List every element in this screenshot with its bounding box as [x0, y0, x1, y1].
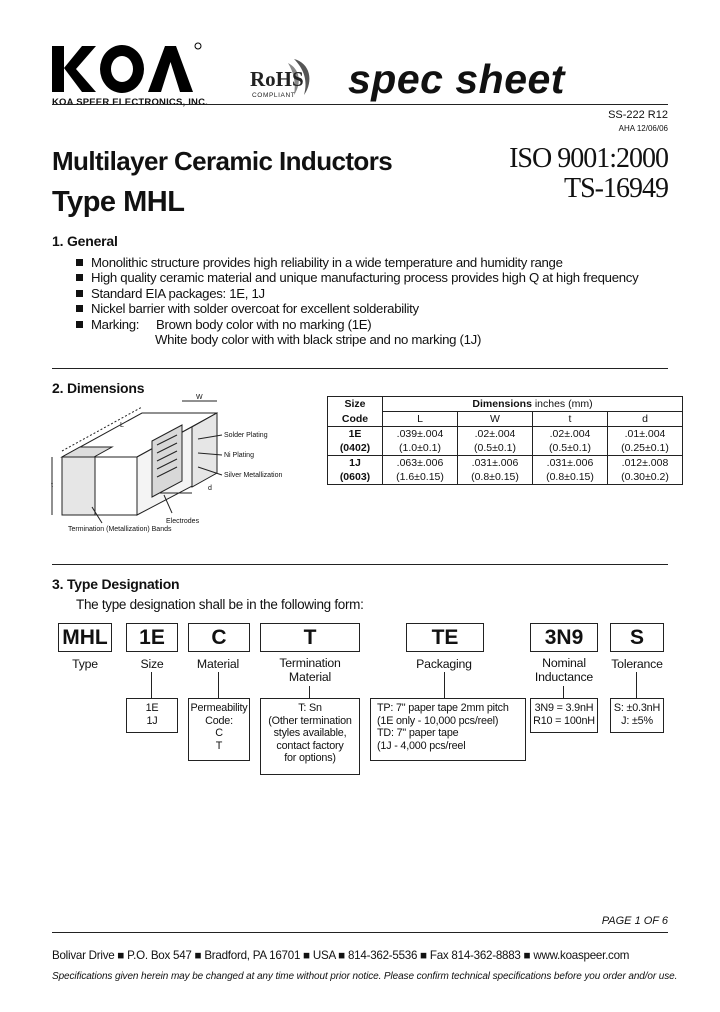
- code-box-inductance: 3N9: [530, 623, 598, 652]
- label-packaging: Packaging: [416, 657, 472, 671]
- page-number: PAGE 1 OF 6: [601, 915, 668, 927]
- options-inductance: 3N9 = 3.9nH R10 = 100nH: [530, 698, 598, 733]
- table-row: (0603) (1.6±0.15) (0.8±0.15) (0.8±0.15) (0.30±0.2): [328, 470, 683, 485]
- label-type: Type: [72, 657, 98, 671]
- connector-line: [218, 672, 219, 698]
- section-rule: [52, 564, 668, 565]
- footer-rule: [52, 932, 668, 933]
- page-title: Multilayer Ceramic Inductors: [52, 146, 393, 176]
- bullet-icon: [76, 274, 83, 281]
- dimensions-heading: 2. Dimensions: [52, 380, 145, 396]
- connector-line: [151, 672, 152, 698]
- doc-date: AHA 12/06/06: [618, 124, 668, 133]
- label-ni: Ni Plating: [224, 452, 254, 459]
- list-item: High quality ceramic material and unique manufacturing process provides high Q at high frequency: [76, 270, 638, 285]
- connector-line: [636, 672, 637, 698]
- label-t: t: [51, 482, 53, 489]
- ts-mark: TS-16949: [564, 173, 668, 204]
- code-box-tolerance: S: [610, 623, 664, 652]
- koa-logo: [52, 40, 202, 98]
- connector-line: [444, 672, 445, 698]
- list-item-marking-2: White body color with with black stripe and no marking (1J): [155, 332, 482, 348]
- code-box-termination: T: [260, 623, 360, 652]
- label-tolerance: Tolerance: [611, 657, 663, 671]
- footer-disclaimer: Specifications given herein may be changed at any time without prior notice. Please confirm technical specifications before you order and/or use.: [52, 971, 678, 982]
- certification-marks: [509, 144, 668, 204]
- bullet-icon: [76, 259, 83, 266]
- label-termination: Termination Material: [279, 656, 341, 684]
- code-box-size: 1E: [126, 623, 178, 652]
- list-item: Monolithic structure provides high reliability in a wide temperature and humidity range: [76, 255, 638, 270]
- label-inductance: Nominal Inductance: [534, 656, 594, 684]
- bullet-icon: [76, 305, 83, 312]
- spec-sheet-title: spec sheet: [348, 56, 565, 102]
- code-box-material: C: [188, 623, 250, 652]
- options-termination: T: Sn (Other termination styles available, contact factory for options): [260, 698, 360, 775]
- table-row: 1E .039±.004 .02±.004 .02±.004 .01±.004: [328, 427, 683, 442]
- general-list: [76, 255, 638, 347]
- list-item-marking: Marking: Brown body color with no marking (1E): [76, 317, 638, 332]
- bullet-icon: [76, 321, 83, 328]
- bullet-icon: [76, 290, 83, 297]
- rohs-logo: [248, 55, 318, 103]
- options-material: Permeability Code: C T: [188, 698, 250, 761]
- header-rule: [52, 104, 668, 105]
- label-W: W: [196, 394, 203, 401]
- code-box-packaging: TE: [406, 623, 484, 652]
- page-subtitle: Type MHL: [52, 186, 185, 218]
- label-solder: Solder Plating: [224, 432, 268, 439]
- options-tolerance: S: ±0.3nH J: ±5%: [610, 698, 664, 733]
- iso-mark: ISO 9001:2000: [509, 143, 668, 174]
- rohs-text: RoHS: [250, 67, 304, 91]
- table-header-row: Code L W t d: [328, 412, 683, 427]
- doc-number: SS-222 R12: [608, 109, 668, 121]
- connector-line: [563, 686, 564, 698]
- table-row: (0402) (1.0±0.1) (0.5±0.1) (0.5±0.1) (0.25±0.1): [328, 441, 683, 456]
- type-designation-heading: 3. Type Designation: [52, 576, 180, 592]
- label-electrodes: Electrodes: [166, 518, 200, 525]
- list-item: Standard EIA packages: 1E, 1J: [76, 286, 638, 301]
- type-designation-intro: The type designation shall be in the following form:: [76, 597, 364, 612]
- code-box-type: MHL: [58, 623, 112, 652]
- table-header-row: Size Dimensions inches (mm): [328, 397, 683, 412]
- label-d: d: [208, 485, 212, 492]
- company-name: KOA SPEER ELECTRONICS, INC.: [52, 97, 209, 108]
- rohs-sub-text: COMPLIANT: [252, 92, 296, 99]
- section-rule: [52, 368, 668, 369]
- options-packaging: TP: 7" paper tape 2mm pitch (1E only - 10,000 pcs/reel) TD: 7" paper tape (1J - 4,000 pcs/reel: [370, 698, 526, 761]
- dimensions-table: [327, 396, 683, 485]
- footer-address: Bolivar Drive ■ P.O. Box 547 ■ Bradford, PA 16701 ■ USA ■ 814-362-5536 ■ Fax 814-362-8883 ■ www.koaspeer.com: [52, 949, 630, 962]
- list-item: Nickel barrier with solder overcoat for excellent solderability: [76, 301, 638, 316]
- label-L: L: [120, 422, 124, 429]
- inductor-diagram: [51, 394, 283, 545]
- label-size: Size: [140, 657, 164, 671]
- label-silver: Silver Metallization: [224, 472, 283, 479]
- label-material: Material: [196, 657, 240, 671]
- connector-line: [309, 686, 310, 698]
- table-row: 1J .063±.006 .031±.006 .031±.006 .012±.008: [328, 456, 683, 471]
- label-termination: Termination (Metallization) Bands: [68, 526, 172, 533]
- options-size: 1E 1J: [126, 698, 178, 733]
- general-heading: 1. General: [52, 233, 118, 249]
